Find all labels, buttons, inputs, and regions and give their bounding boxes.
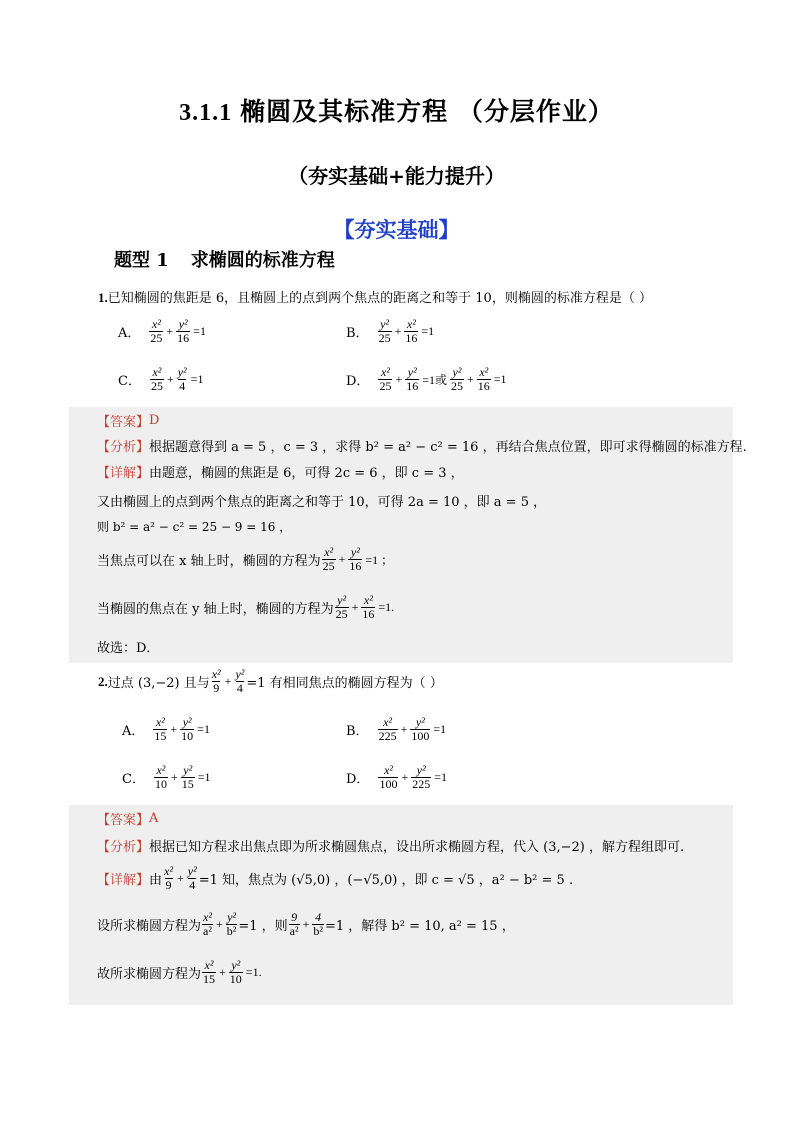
fraction: $\frac{\text{x²}}{15}$ — [203, 958, 216, 986]
detail-line-2: 设所求椭圆方程为 $\frac{\text{x²}}{\text{a²}}$ + $\frac{\text{y²}}{\text{b²}}$ =1 ，则 $\frac{9}{\text{a²}}$ + $\frac{4}{\text{b²}}$ =1 ，解得 b² = 10, a² = 15 ， — [97, 910, 515, 938]
analysis-tag: 【分析】 — [97, 440, 150, 455]
fraction: $\frac{\text{x²}}{25}$ — [379, 365, 392, 393]
detail-line-1 — [97, 462, 464, 481]
fraction: $\frac{\text{x²}}{16}$ — [405, 317, 418, 345]
question-type-text: 求椭圆的标准方程 — [190, 250, 335, 271]
question-2-solution — [69, 805, 733, 1005]
option-label: A． — [118, 326, 141, 341]
question-2-text: =1 有相同焦点的椭圆方程为（ ） — [246, 676, 443, 691]
question-1-solution — [69, 407, 747, 663]
answer-line — [97, 411, 159, 430]
detail-text: 又由椭圆上的点到两个焦点的距离之和等于 10，可得 2a = 10 ，即 a = 5 ， — [97, 495, 547, 510]
fraction: $\frac{\text{y²}}{100}$ — [411, 715, 430, 743]
detail-text: 设所求椭圆方程为 — [97, 919, 202, 934]
detail-line-2 — [97, 491, 546, 510]
option-label: D． — [346, 374, 370, 389]
analysis-line — [97, 436, 747, 455]
detail-text: 当焦点可以在 x 轴上时，椭圆的方程为 — [97, 554, 321, 569]
fraction: $\frac{\text{y²}}{25}$ — [378, 317, 391, 345]
fraction: $\frac{\text{y²}}{4}$ — [187, 864, 197, 892]
answer-tag: 【答案】 — [97, 415, 150, 430]
question-type-heading — [114, 246, 357, 272]
fraction: $\frac{\text{y²}}{4}$ — [235, 667, 245, 695]
fraction: $\frac{9}{\text{a²}}$ — [289, 910, 299, 938]
question-2-option-a: A． $\frac{\text{x²}}{15}$ + $\frac{\text{y²}}{10}$ =1 — [122, 715, 210, 743]
analysis-line — [97, 836, 684, 855]
answer-tag: 【答案】 — [97, 813, 150, 828]
detail-line-5: 当椭圆的焦点在 y 轴上时，椭圆的方程为 $\frac{\text{y²}}{25}$ + $\frac{\text{x²}}{16}$ =1. — [97, 593, 395, 621]
fraction: $\frac{\text{x²}}{16}$ — [362, 593, 375, 621]
fraction: $\frac{\text{y²}}{\text{b²}}$ — [226, 910, 237, 938]
answer-line — [97, 809, 158, 828]
detail-text: =1 ，则 — [238, 919, 288, 934]
detail-text: 由题意，椭圆的焦距是 6，可得 2c = 6 ，即 c = 3 ， — [149, 466, 464, 481]
fraction: $\frac{\text{x²}}{25}$ — [150, 317, 163, 345]
analysis-text: 根据题意得到 a = 5 ，c = 3 ，求得 b² = a² − c² = 16 ，再结合焦点位置，即可求得椭圆的标准方程. — [149, 440, 747, 455]
fraction: $\frac{\text{x²}}{16}$ — [477, 365, 490, 393]
title-number: 3.1.1 — [179, 100, 233, 126]
fraction: $\frac{\text{x²}}{9}$ — [211, 667, 221, 695]
answer-value: D — [149, 413, 160, 428]
question-2-option-c: C． $\frac{\text{x²}}{10}$ + $\frac{\text{y²}}{15}$ =1 — [122, 763, 211, 791]
fraction: $\frac{\text{y²}}{10}$ — [181, 715, 194, 743]
fraction: $\frac{\text{y²}}{15}$ — [181, 763, 194, 791]
question-2-option-d: D． $\frac{\text{x²}}{100}$ + $\frac{\text{y²}}{225}$ =1 — [346, 763, 447, 791]
fraction: $\frac{\text{y²}}{225}$ — [412, 763, 431, 791]
fraction: $\frac{\text{y²}}{16}$ — [349, 545, 362, 573]
detail-text: 故所求椭圆方程为 — [97, 967, 202, 982]
page-subtitle: （夯实基础+能力提升） — [288, 164, 505, 188]
question-1-option-a: A． $\frac{\text{x²}}{25}$ + $\frac{\text{y²}}{16}$ =1 — [118, 317, 206, 345]
fraction: $\frac{\text{x²}}{100}$ — [379, 763, 398, 791]
question-2-option-b: B． $\frac{\text{x²}}{225}$ + $\frac{\text{y²}}{100}$ =1 — [346, 715, 447, 743]
option-label: A． — [122, 724, 145, 739]
fraction: $\frac{\text{x²}}{9}$ — [164, 864, 173, 892]
detail-line-3 — [97, 518, 291, 535]
fraction: $\frac{\text{x²}}{225}$ — [378, 715, 397, 743]
question-1-option-c: C． $\frac{\text{x²}}{25}$ + $\frac{\text{y²}}{4}$ =1 — [118, 365, 204, 393]
question-2-text: 过点 (3,−2) 且与 — [107, 676, 210, 691]
question-2-stem: 2. 过点 (3,−2) 且与 $\frac{\text{x²}}{9}$ + $\frac{\text{y²}}{4}$ =1 有相同焦点的椭圆方程为（ ） — [98, 667, 443, 695]
question-1-text: 已知椭圆的焦距是 6，且椭圆上的点到两个焦点的距离之和等于 10，则椭圆的标准方程是（ ） — [107, 291, 652, 306]
question-1-option-d: D． $\frac{\text{x²}}{25}$ + $\frac{\text{y²}}{16}$ =1或 $\frac{\text{y²}}{25}$ + $\frac{\text{x²}}{16}$ =1 — [346, 365, 507, 393]
fraction: $\frac{\text{x²}}{15}$ — [154, 715, 167, 743]
answer-value: A — [149, 811, 159, 826]
analysis-text: 根据已知方程求出焦点即为所求椭圆焦点，设出所求椭圆方程，代入 (3,−2) ，解方程组即可. — [149, 840, 685, 855]
question-1-number: 1. — [98, 290, 108, 305]
option-label: B． — [346, 724, 369, 739]
detail-line-6 — [97, 637, 159, 656]
option-label: C． — [122, 772, 145, 787]
fraction: $\frac{\text{y²}}{4}$ — [177, 365, 187, 393]
detail-line-4: 当焦点可以在 x 轴上时，椭圆的方程为 $\frac{\text{x²}}{25}$ + $\frac{\text{y²}}{16}$ =1 ； — [97, 545, 394, 573]
fraction: $\frac{\text{y²}}{16}$ — [177, 317, 190, 345]
question-1-option-b: B． $\frac{\text{y²}}{25}$ + $\frac{\text{x²}}{16}$ =1 — [346, 317, 435, 345]
fraction: $\frac{4}{\text{b²}}$ — [313, 910, 323, 938]
option-label: B． — [346, 326, 369, 341]
detail-tag: 【详解】 — [97, 466, 150, 481]
page-title — [0, 92, 793, 128]
detail-tag: 【详解】 — [97, 873, 150, 888]
question-1-stem — [98, 287, 652, 306]
detail-text: =1 ，解得 b² = 10, a² = 15 ， — [324, 919, 515, 934]
fraction: $\frac{\text{y²}}{25}$ — [335, 593, 348, 621]
title-text: 椭圆及其标准方程 （分层作业） — [240, 97, 614, 126]
fraction: $\frac{\text{y²}}{10}$ — [229, 958, 242, 986]
fraction: $\frac{\text{x²}}{25}$ — [150, 365, 163, 393]
detail-text: 由 — [149, 873, 163, 888]
detail-text: 则 b² = a² − c² = 25 − 9 = 16 ， — [97, 520, 292, 534]
fraction: $\frac{\text{y²}}{16}$ — [406, 365, 419, 393]
fraction: $\frac{\text{x²}}{25}$ — [322, 545, 335, 573]
option-label: C． — [118, 374, 141, 389]
detail-line-3: 故所求椭圆方程为 $\frac{\text{x²}}{15}$ + $\frac{\text{y²}}{10}$ =1. — [97, 958, 262, 986]
detail-text: =1 知，焦点为 (√5,0) ，(−√5,0) ，即 c = √5 ，a² − b² = 5 . — [198, 873, 574, 888]
detail-text: 故选：D． — [97, 641, 160, 656]
fraction: $\frac{\text{x²}}{10}$ — [154, 763, 167, 791]
fraction: $\frac{\text{x²}}{\text{a²}}$ — [203, 910, 212, 938]
question-2-number: 2. — [98, 673, 108, 689]
detail-line-1: 【详解】 由 $\frac{\text{x²}}{9}$ + $\frac{\text{y²}}{4}$ =1 知，焦点为 (√5,0) ，(−√5,0) ，即 c = √5 ，a² − b² = 5 . — [97, 864, 574, 892]
fraction: $\frac{\text{y²}}{25}$ — [451, 365, 463, 393]
question-type-number: 题型 1 — [114, 250, 169, 271]
detail-text: 当椭圆的焦点在 y 轴上时，椭圆的方程为 — [97, 602, 334, 617]
analysis-tag: 【分析】 — [97, 840, 150, 855]
option-label: D． — [346, 772, 370, 787]
section-heading: 【夯实基础】 — [333, 217, 460, 242]
